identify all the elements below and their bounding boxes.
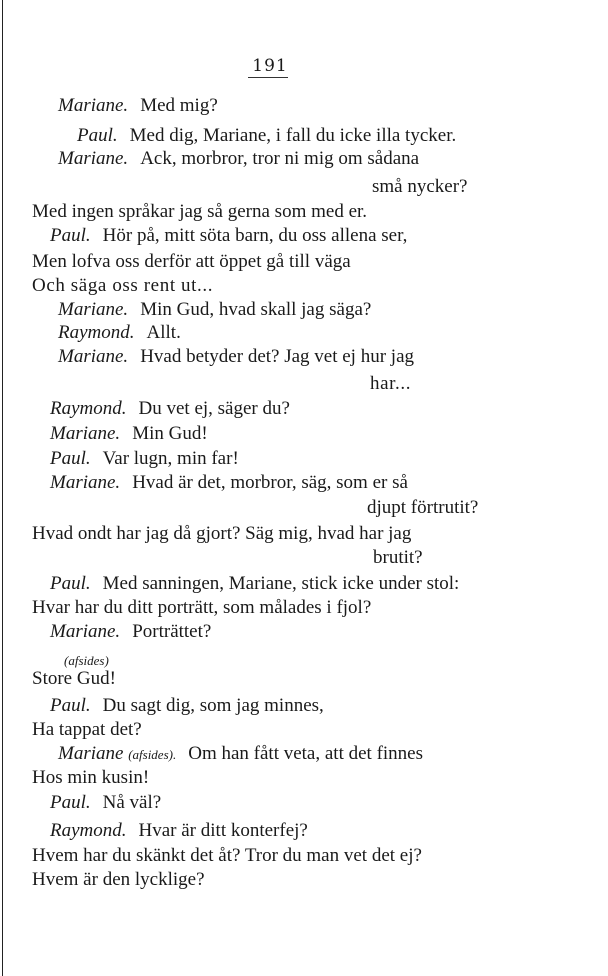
line-text: Hvad är det, morbror, säg, som er så — [132, 472, 408, 493]
speaker: Paul. — [50, 225, 91, 246]
speaker: Mariane. — [50, 472, 121, 493]
dialogue-line — [50, 792, 161, 814]
dialogue-line — [32, 597, 371, 619]
page-number-underline — [248, 77, 288, 78]
line-text: har... — [370, 373, 412, 394]
line-text: Hvad ondt har jag då gjort? Säg mig, hvad har jag — [32, 523, 412, 544]
line-text: Hör på, mitt söta barn, du oss allena ser, — [102, 225, 408, 246]
page-edge-line — [2, 0, 3, 976]
dialogue-line — [32, 845, 422, 867]
dialogue-line — [50, 472, 408, 494]
line-text: brutit? — [373, 547, 423, 568]
dialogue-line — [32, 523, 411, 545]
dialogue-line — [32, 275, 213, 297]
dialogue-line — [50, 398, 290, 420]
dialogue-line — [50, 573, 459, 595]
speaker: Mariane. — [50, 621, 121, 642]
dialogue-line — [32, 869, 205, 891]
line-text: Min Gud, hvad skall jag säga? — [140, 299, 372, 320]
dialogue-line — [50, 225, 407, 247]
dialogue-line — [370, 373, 411, 395]
line-text: Hvem är den lycklige? — [32, 869, 205, 890]
speaker: Raymond. — [58, 322, 135, 343]
dialogue-line — [50, 423, 208, 445]
line-text: Hvem har du skänkt det åt? Tror du man vet det ej? — [32, 845, 422, 866]
dialogue-line — [58, 299, 371, 321]
dialogue-line — [50, 448, 239, 470]
line-text: Store Gud! — [32, 668, 116, 689]
dialogue-line — [373, 547, 423, 569]
speaker: Mariane. — [58, 299, 129, 320]
speaker: Paul. — [50, 573, 91, 594]
dialogue-line — [58, 148, 419, 170]
speaker: Raymond. — [50, 398, 127, 419]
dialogue-line — [32, 719, 142, 741]
dialogue-line — [58, 346, 414, 368]
line-text: Hos min kusin! — [32, 767, 150, 788]
line-text: Nå väl? — [102, 792, 162, 813]
speaker: Mariane. — [58, 95, 129, 116]
dialogue-line — [58, 322, 181, 344]
line-text: Min Gud! — [132, 423, 208, 444]
speaker: Paul. — [50, 695, 91, 716]
line-text: djupt förtrutit? — [367, 497, 479, 518]
line-text: Hvar har du ditt porträtt, som målades i fjol? — [32, 597, 372, 618]
line-text: Ack, morbror, tror ni mig om sådana — [140, 148, 420, 169]
dialogue-line — [372, 176, 467, 198]
line-text: Var lugn, min far! — [102, 448, 239, 469]
dialogue-line — [50, 820, 308, 842]
line-text: Men lofva oss derför att öppet gå till väga — [32, 251, 351, 272]
line-text: Hvar är ditt konterfej? — [138, 820, 308, 841]
dialogue-line — [32, 668, 116, 690]
line-text: Med ingen språkar jag så gerna som med er. — [32, 201, 368, 222]
aside-text: (afsides). — [128, 747, 177, 762]
aside-text: (afsides) — [64, 653, 109, 668]
line-text: Med dig, Mariane, i fall du icke illa tycker. — [129, 125, 457, 146]
speaker: Mariane. — [58, 148, 129, 169]
line-text: Om han fått veta, att det finnes — [188, 743, 424, 764]
line-text: Du vet ej, säger du? — [138, 398, 290, 419]
line-text: Hvad betyder det? Jag vet ej hur jag — [140, 346, 414, 367]
speaker: Mariane. — [58, 346, 129, 367]
dialogue-line — [32, 767, 149, 789]
dialogue-line — [367, 497, 478, 519]
line-text: Du sagt dig, som jag minnes, — [102, 695, 324, 716]
line-text: Med sanningen, Mariane, stick icke under stol: — [102, 573, 460, 594]
speaker: Paul. — [50, 448, 91, 469]
line-text: Ha tappat det? — [32, 719, 142, 740]
line-text: Med mig? — [140, 95, 218, 116]
dialogue-line — [50, 621, 211, 643]
line-text: små nycker? — [372, 176, 468, 197]
line-text: Allt. — [146, 322, 181, 343]
page-number: 191 — [252, 56, 288, 76]
speaker: Paul. — [50, 792, 91, 813]
speaker: Mariane — [58, 743, 124, 764]
speaker: Paul. — [77, 125, 118, 146]
line-text: Porträttet? — [132, 621, 212, 642]
dialogue-line — [32, 201, 367, 223]
dialogue-line — [58, 743, 423, 766]
speaker: Raymond. — [50, 820, 127, 841]
dialogue-line — [77, 125, 456, 147]
speaker: Mariane. — [50, 423, 121, 444]
dialogue-line — [32, 251, 351, 273]
dialogue-line — [58, 95, 218, 117]
line-text: Och säga oss rent ut... — [32, 275, 214, 296]
dialogue-line — [50, 695, 324, 717]
